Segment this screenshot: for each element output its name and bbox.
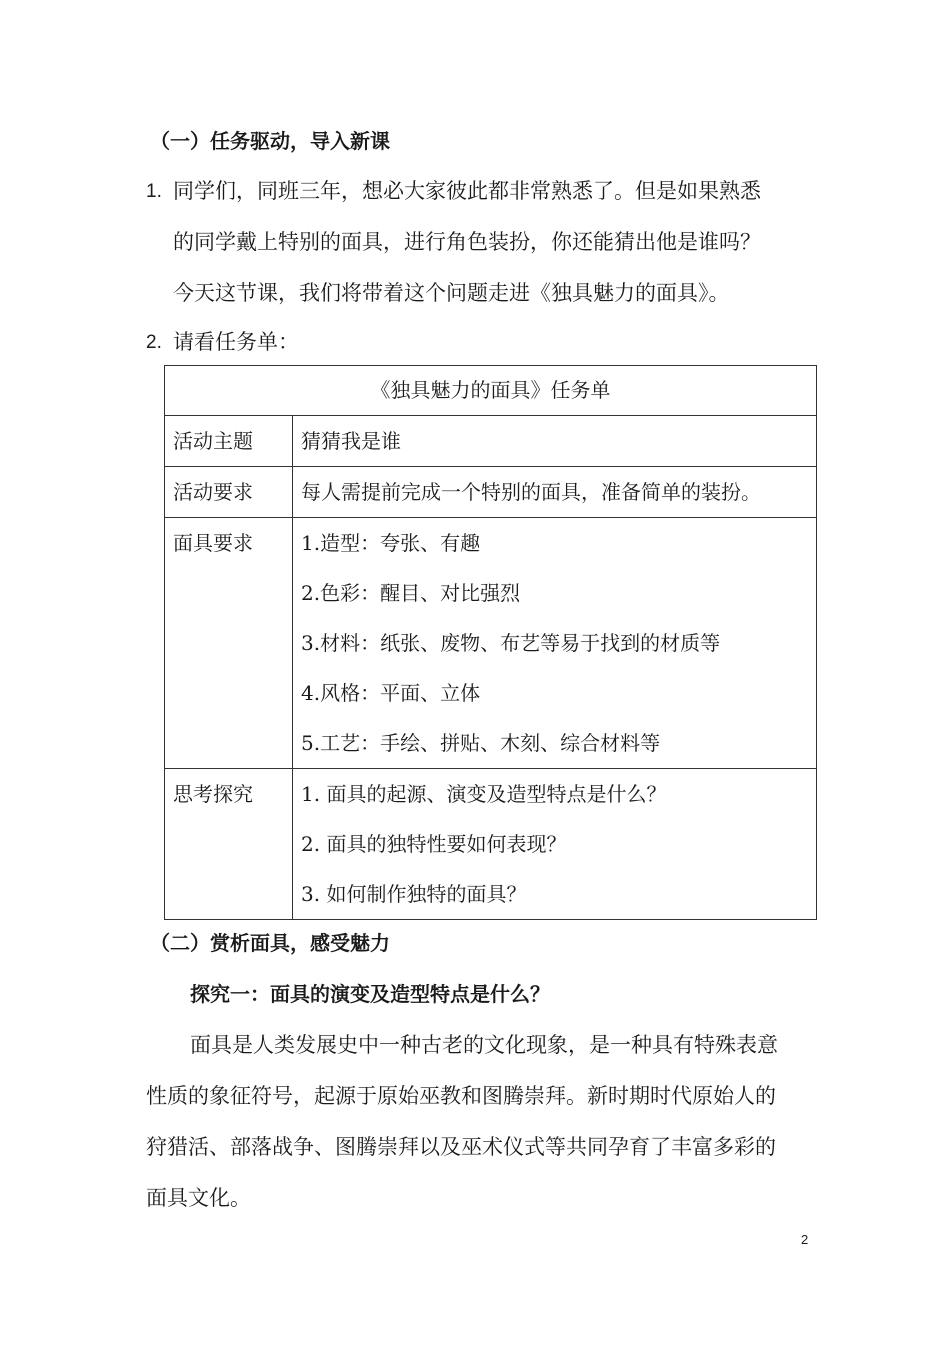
table-row-content: 猜猜我是谁 — [293, 416, 817, 467]
table-row-content: 1.造型：夸张、有趣 2.色彩：醒目、对比强烈 3.材料：纸张、废物、布艺等易于找到的材质等 4.风格：平面、立体 5.工艺：手绘、拼贴、木刻、综合材料等 — [293, 518, 817, 769]
list-number-1: 1. — [146, 181, 162, 202]
table-row-label: 面具要求 — [165, 518, 293, 769]
list-number-2: 2. — [146, 332, 162, 353]
section-heading-2: （二）赏析面具，感受魅力 — [150, 931, 390, 955]
table-row-label: 活动主题 — [165, 416, 293, 467]
table-row-content: 每人需提前完成一个特别的面具，准备简单的装扮。 — [293, 467, 817, 518]
subsection-heading: 探究一：面具的演变及造型特点是什么？ — [190, 982, 550, 1006]
paragraph-line-1: 面具是人类发展史中一种古老的文化现象，是一种具有特殊表意 — [190, 1033, 778, 1057]
paragraph-line-3: 狩猎活、部落战争、图腾崇拜以及巫术仪式等共同孕育了丰富多彩的 — [146, 1135, 776, 1159]
task-table — [164, 365, 817, 920]
table-row-label: 思考探究 — [165, 769, 293, 920]
page-number: 2 — [801, 1232, 809, 1247]
table-row-content: 1. 面具的起源、演变及造型特点是什么？ 2. 面具的独特性要如何表现？ 3. 如何制作独特的面具？ — [293, 769, 817, 920]
task-table-title: 《独具魅力的面具》任务单 — [165, 366, 817, 416]
list-item-1-line-1: 同学们，同班三年，想必大家彼此都非常熟悉了。但是如果熟悉 — [173, 179, 761, 203]
list-item-1-line-3: 今天这节课，我们将带着这个问题走进《独具魅力的面具》。 — [173, 281, 730, 305]
list-item-1-line-2: 的同学戴上特别的面具，进行角色装扮，你还能猜出他是谁吗？ — [173, 230, 761, 254]
table-row-label: 活动要求 — [165, 467, 293, 518]
section-heading-1: （一）任务驱动，导入新课 — [150, 129, 390, 153]
paragraph-line-4: 面具文化。 — [146, 1186, 251, 1210]
paragraph-line-2: 性质的象征符号，起源于原始巫教和图腾崇拜。新时期时代原始人的 — [146, 1084, 776, 1108]
list-item-2: 请看任务单： — [173, 330, 299, 354]
